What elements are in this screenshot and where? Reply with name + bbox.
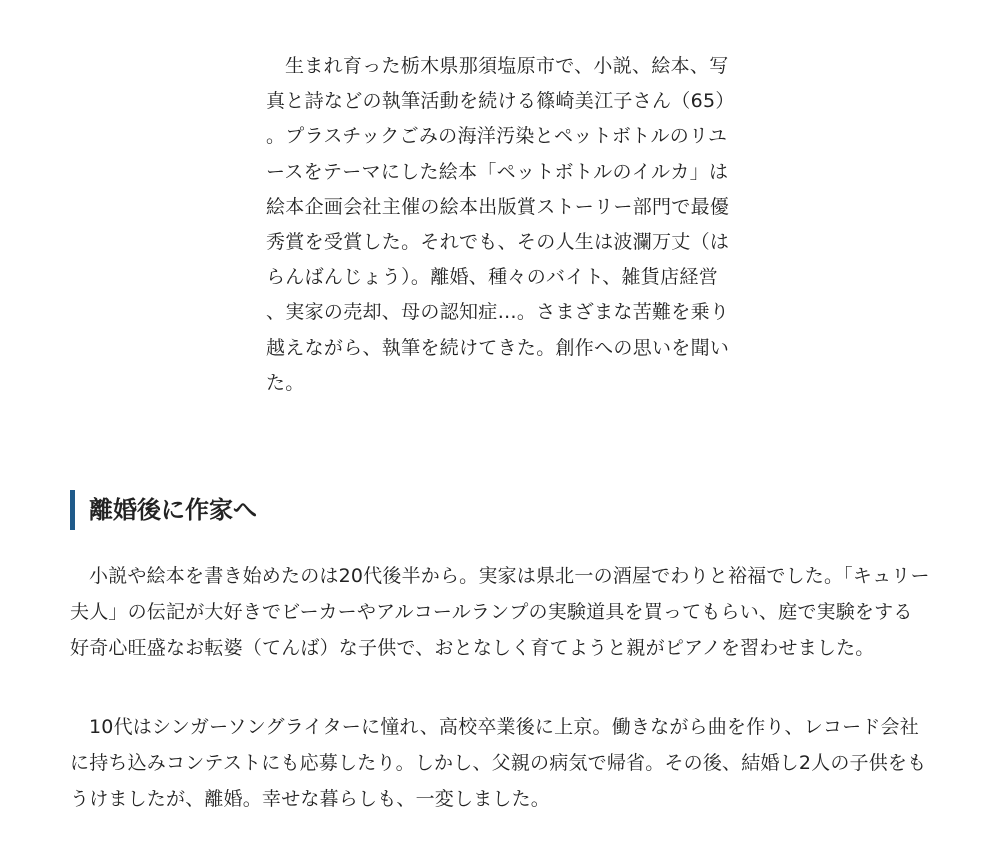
lead-paragraph: 生まれ育った栃木県那須塩原市で、小説、絵本、写真と詩などの執筆活動を続ける篠崎美江子さん（65）。プラスチックごみの海洋汚染とペットボトルのリユースをテーマにした絵本「ペットボトルのイルカ」は絵本企画会社主催の絵本出版賞ストーリー部門で最優秀賞を受賞した。それでも、その人生は波瀾万丈（はらんばんじょう）。離婚、種々のバイト、雑貨店経営、実家の売却、母の認知症…。さまざまな苦難を乗り越えながら、執筆を続けてきた。創作への思いを聞いた。 — [266, 55, 730, 394]
section-heading: 離婚後に作家へ — [70, 490, 930, 530]
body-paragraph: 小説や絵本を書き始めたのは20代後半から。実家は県北一の酒屋でわりと裕福でした。「キュリー夫人」の伝記が大好きでビーカーやアルコールランプの実験道具を買ってもらい、庭で実験をする好奇心旺盛なお転婆（てんば）な子供で、おとなしく育てようと親がピアノを習わせました。 — [70, 565, 930, 659]
body-paragraph: 10代はシンガーソングライターに憧れ、高校卒業後に上京。働きながら曲を作り、レコード会社に持ち込みコンテストにも応募したり。しかし、父親の病気で帰省。その後、結婚し2人の子供をもうけましたが、離婚。幸せな暮らしも、一変しました。 — [70, 716, 927, 810]
